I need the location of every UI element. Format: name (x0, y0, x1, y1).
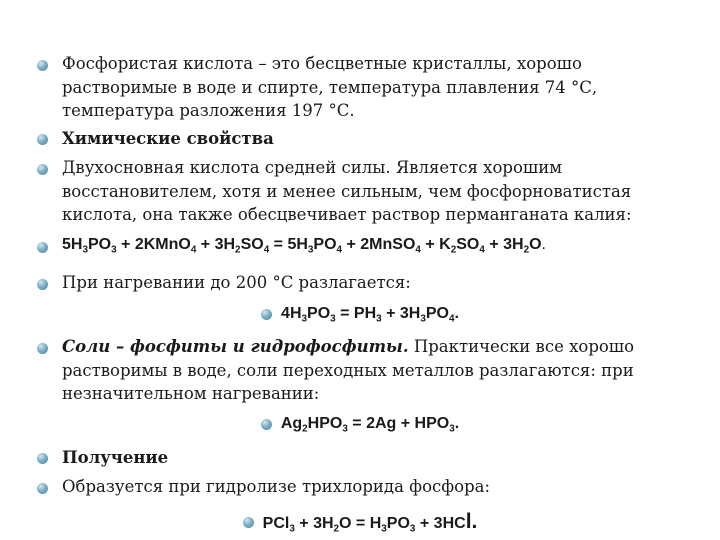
eq-part: SO (456, 236, 480, 253)
equation-hydrolysis (0, 511, 720, 535)
eq-sub: 3 (342, 423, 348, 435)
paragraph-heating (62, 271, 662, 295)
eq-part: O (529, 236, 542, 253)
eq-sub: 2 (523, 244, 530, 256)
paragraph-heating-text: При нагревании до 200 °С разлагается: (62, 273, 411, 292)
heading-chemical-properties: Химические свойства (62, 129, 274, 148)
eq-part: + 3H (196, 236, 236, 253)
eq-part: + 2KMnO (116, 236, 191, 253)
eq-part: O (339, 515, 352, 532)
eq-sub: 2 (235, 244, 241, 256)
bullet-icon (37, 164, 48, 175)
eq-part: PO (425, 305, 449, 322)
paragraph-properties (62, 52, 662, 123)
eq-part: + 3HC (415, 515, 466, 532)
equation-decomposition (0, 303, 720, 325)
eq-sub: 3 (381, 523, 387, 535)
section-heading-chemical (62, 127, 662, 151)
eq-part: PO (87, 236, 112, 253)
eq-part: PO (307, 305, 331, 322)
bullet-icon (37, 483, 48, 494)
equation-silver-phosphite (0, 413, 720, 435)
bullet-icon (261, 309, 272, 320)
salts-text: Практически все хорошо растворимы в воде, соли переходных металлов разлагаются: при незначительном нагревании: (62, 337, 635, 403)
eq-part: HPO (307, 415, 343, 432)
paragraph-hydrolysis-text: Образуется при гидролизе трихлорида фосфора: (62, 477, 491, 496)
eq-sub: 3 (289, 523, 295, 535)
heading-preparation: Получение (62, 448, 169, 467)
eq-sub: 4 (415, 244, 421, 256)
eq-sub: 3 (330, 313, 336, 325)
eq-part: = 5H (269, 236, 308, 253)
eq-sub: 4 (190, 244, 197, 256)
salts-heading: Соли – фосфиты и гидрофосфиты. (62, 337, 409, 356)
eq-sub: 3 (449, 423, 455, 435)
eq-sub: 4 (479, 244, 485, 256)
eq-sub: 2 (450, 244, 457, 256)
eq-part: = PH (335, 305, 377, 322)
paragraph-salts (62, 335, 662, 406)
equation-permanganate (62, 233, 662, 257)
eq-part: PO (386, 515, 410, 532)
eq-part: Ag (280, 415, 303, 432)
bullet-icon (37, 453, 48, 464)
bullet-icon (243, 517, 254, 528)
eq-part: = H (351, 515, 382, 532)
eq-sub: 4 (336, 244, 343, 256)
eq-sub: 3 (307, 244, 314, 256)
bullet-icon (261, 419, 272, 430)
bullet-icon (37, 279, 48, 290)
eq-sub: 3 (420, 313, 426, 325)
eq-sub: 2 (333, 523, 340, 535)
section-heading-preparation (62, 446, 662, 470)
eq-part: . (454, 305, 459, 322)
eq-part: SO (240, 236, 264, 253)
eq-part: = 2Ag + HPO (347, 415, 450, 432)
eq-sub: 3 (301, 313, 308, 325)
eq-part: l. (465, 510, 478, 533)
eq-part: 5H (62, 236, 83, 253)
eq-part: + K (420, 236, 451, 253)
eq-part: + 3H (294, 515, 334, 532)
eq-sub: 3 (111, 244, 117, 256)
eq-sub: 3 (409, 523, 416, 535)
eq-part: + 2MnSO (342, 236, 416, 253)
bullet-icon (37, 343, 48, 354)
paragraph-reducing-agent (62, 156, 662, 227)
eq-sub: 3 (82, 244, 88, 256)
bullet-icon (37, 242, 48, 253)
eq-sub: 2 (302, 423, 308, 435)
eq-sub: 4 (263, 244, 270, 256)
eq-part: PCl (262, 515, 290, 532)
eq-part: 4H (281, 305, 302, 322)
eq-part: + 3H (381, 305, 421, 322)
bullet-icon (37, 134, 48, 145)
eq-sub: 3 (376, 313, 382, 325)
paragraph-hydrolysis (62, 475, 662, 499)
eq-part: + 3H (484, 236, 524, 253)
eq-sub: 4 (448, 313, 455, 325)
eq-part: PO (313, 236, 337, 253)
paragraph-properties-text: Фосфористая кислота – это бесцветные кристаллы, хорошо растворимые в воде и спирте, температура плавления 74 °С, температура разложения 197 °С. (62, 54, 598, 120)
paragraph-reducing-text: Двухосновная кислота средней силы. Является хорошим восстановителем, хотя и менее сильным, чем фосфорноватистая кислота, она также обесцвечивает раствор перманганата калия: (62, 158, 632, 224)
bullet-icon (37, 60, 48, 71)
eq-part: . (541, 236, 546, 253)
eq-part: . (454, 415, 460, 432)
